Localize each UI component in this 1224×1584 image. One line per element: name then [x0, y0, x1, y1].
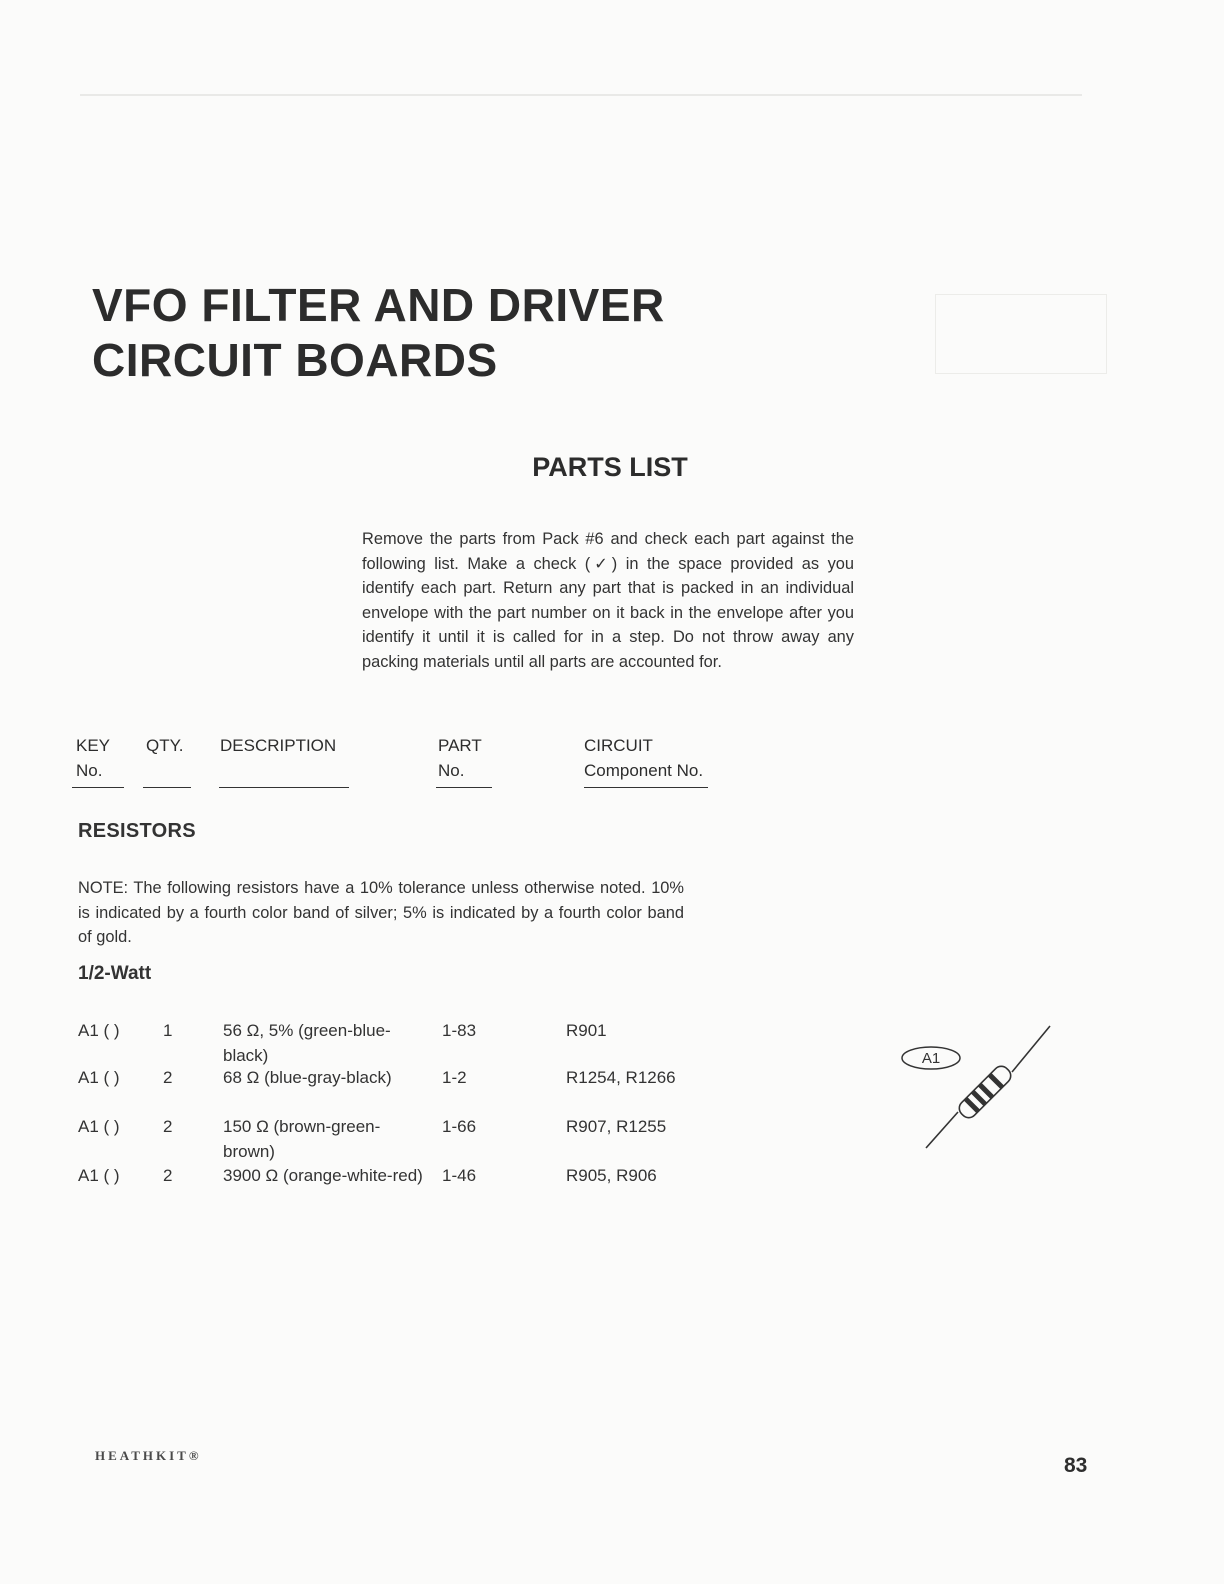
part-column-header [438, 733, 482, 783]
brand-logo: HEATHKIT® [95, 1448, 202, 1463]
part-number-cell: 1-2 [442, 1068, 467, 1087]
table-row [0, 1019, 800, 1069]
table-row [0, 1164, 800, 1214]
description-header-underline [219, 787, 349, 788]
description-column-header [220, 733, 336, 758]
circuit-header-line-1: CIRCUIT [584, 736, 653, 755]
circuit-header-line-2: Component No. [584, 761, 704, 780]
circuit-header-underline [584, 787, 708, 788]
part-header-line-2: No. [438, 761, 465, 780]
description-cell: 3900 Ω (orange-white-red) [223, 1166, 423, 1185]
page-title-line-1: VFO FILTER AND DRIVER [92, 279, 665, 331]
resistor-body-icon [956, 1063, 1014, 1121]
wattage-heading: 1/2-Watt [78, 963, 152, 984]
resistor-lead-top [1012, 1026, 1050, 1072]
description-cell: 68 Ω (blue-gray-black) [223, 1068, 392, 1087]
resistor-illustration [900, 1020, 1060, 1150]
resistor-note: NOTE: The following resistors have a 10% tolerance unless otherwise noted. 10% is indicated by a fourth color band of silver; 5% is indicated by a fourth color band of gold. [78, 879, 684, 947]
qty-column-header [146, 733, 183, 758]
part-number-cell: 1-46 [442, 1166, 477, 1185]
parts-list-heading: PARTS LIST [532, 452, 688, 482]
description-header-line-1: DESCRIPTION [220, 736, 337, 755]
circuit-component-cell: R901 [566, 1021, 607, 1040]
circuit-component-cell: R905, R906 [566, 1166, 657, 1185]
table-row [0, 1115, 800, 1165]
key-checkbox[interactable]: A1 ( ) [78, 1068, 120, 1087]
key-header-underline [72, 787, 124, 788]
part-number-cell: 1-66 [442, 1117, 477, 1136]
page-title [92, 278, 665, 388]
table-row [0, 1066, 800, 1116]
circuit-column-header [584, 733, 703, 783]
circuit-component-cell: R1254, R1266 [566, 1068, 676, 1087]
resistor-lead-bottom [926, 1112, 958, 1148]
description-cell: 56 Ω, 5% (green-blue-black) [223, 1021, 391, 1065]
intro-paragraph: Remove the parts from Pack #6 and check each part against the following list. Make a check (✓) in the space provided as you identify each part. Return any part that is packed in an individual envelope with the part number on it back in the envelope after you identify it until it is called for in a step. Do not throw away any packing materials until all parts are accounted for. [362, 530, 854, 671]
key-checkbox[interactable]: A1 ( ) [78, 1021, 120, 1040]
key-callout-label: A1 [921, 1050, 941, 1067]
key-checkbox[interactable]: A1 ( ) [78, 1117, 120, 1136]
key-column-header [76, 733, 110, 783]
qty-header-line-1: QTY. [146, 736, 184, 755]
key-header-line-1: KEY [76, 736, 111, 755]
circuit-component-cell: R907, R1255 [566, 1117, 667, 1136]
part-number-cell: 1-83 [442, 1021, 477, 1040]
qty-cell: 1 [163, 1021, 173, 1040]
key-header-line-2: No. [76, 761, 103, 780]
resistors-heading: RESISTORS [78, 820, 196, 842]
qty-cell: 2 [163, 1166, 173, 1185]
qty-cell: 2 [163, 1068, 173, 1087]
bleed-through-box [935, 294, 1107, 374]
bleed-through-rule [80, 94, 1082, 96]
key-checkbox[interactable]: A1 ( ) [78, 1166, 120, 1185]
part-header-underline [436, 787, 492, 788]
part-header-line-1: PART [438, 736, 482, 755]
page-number: 83 [1064, 1454, 1088, 1477]
page-title-line-2: CIRCUIT BOARDS [92, 334, 498, 386]
qty-header-underline [143, 787, 191, 788]
qty-cell: 2 [163, 1117, 173, 1136]
description-cell: 150 Ω (brown-green-brown) [223, 1117, 381, 1161]
